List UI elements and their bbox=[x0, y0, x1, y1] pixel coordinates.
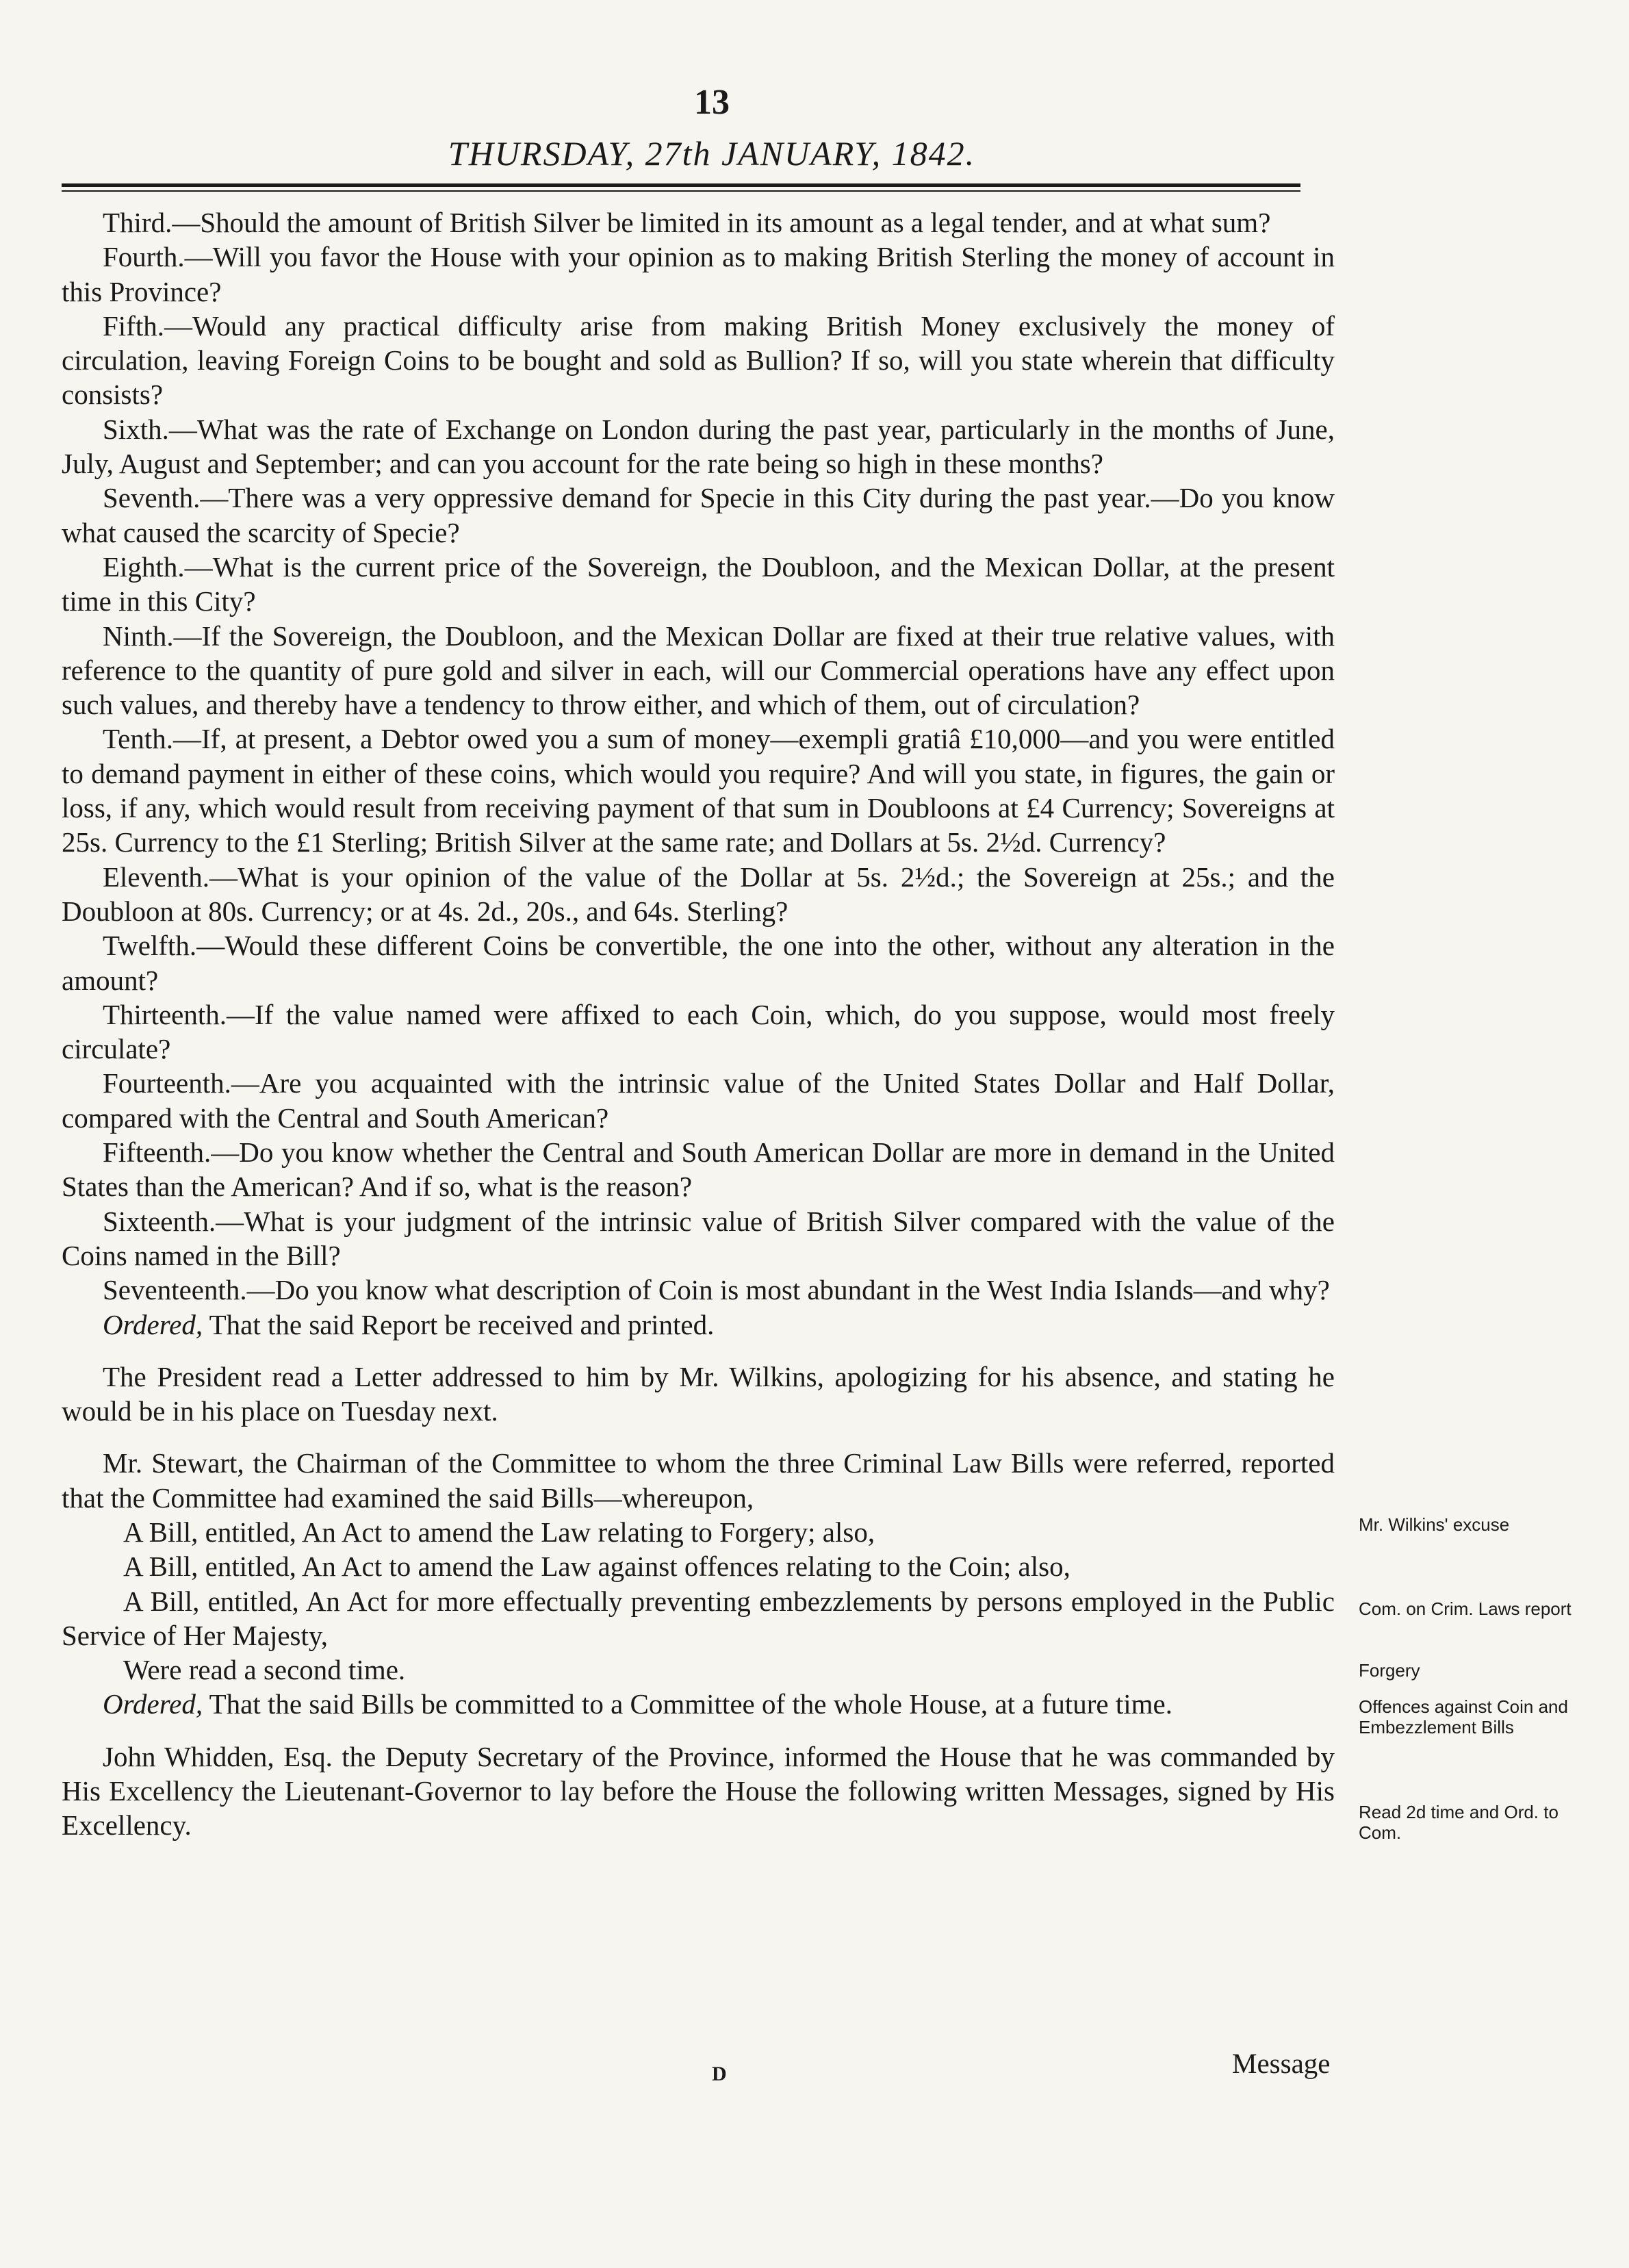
question-ninth: Ninth.—If the Sovereign, the Doubloon, and the Mexican Dollar are fixed at their true relative values, with reference to the quantity of pure gold and silver in each, will our Commercial operations have any effect upon such values, and thereby have a tendency to throw either, and which of them, out of circulation? bbox=[62, 620, 1335, 721]
margin-note-wilkins: Mr. Wilkins' excuse bbox=[1359, 1514, 1510, 1535]
question-fourteenth: Fourteenth.—Are you acquainted with the intrinsic value of the United States Dollar and Half Dollar, compared with the Central and South American? bbox=[62, 1067, 1335, 1134]
ordered-report-printed: Ordered, That the said Report be received and printed. bbox=[103, 1308, 715, 1340]
question-eighth: Eighth.—What is the current price of the Sovereign, the Doubloon, and the Mexican Dollar, at the present time in this City? bbox=[62, 550, 1335, 617]
margin-note-crim-laws: Com. on Crim. Laws report bbox=[1359, 1598, 1572, 1619]
bill-coin-offences: A Bill, entitled, An Act to amend the Law against offences relating to the Coin; also, bbox=[123, 1551, 1070, 1583]
margin-note-offences: Offences against Coin and Embezzlement Bills bbox=[1359, 1696, 1568, 1737]
question-seventeenth: Seventeenth.—Do you know what description of Coin is most abundant in the West India Islands—and why? bbox=[103, 1274, 1330, 1306]
question-sixteenth: Sixteenth.—What is your judgment of the intrinsic value of British Silver compared with the value of the Coins named in the Bill? bbox=[62, 1205, 1335, 1271]
header-rule bbox=[62, 183, 1300, 192]
whidden-paragraph: John Whidden, Esq. the Deputy Secretary of the Province, informed the House that he was commanded by His Excellency the Lieutenant-Governor to lay before the House the following written Messages, signed by His Excellency. bbox=[62, 1740, 1335, 1842]
signature-mark: D bbox=[712, 2063, 727, 2085]
second-reading-line: Were read a second time. bbox=[123, 1654, 406, 1686]
bill-forgery: A Bill, entitled, An Act to amend the Law relating to Forgery; also, bbox=[123, 1516, 875, 1548]
ordered-committee-paragraph: Ordered, That the said Bills be committed to a Committee of the whole House, at a future time. bbox=[103, 1688, 1172, 1720]
question-twelfth: Twelfth.—Would these different Coins be convertible, the one into the other, without any alteration in the amount? bbox=[62, 930, 1335, 996]
question-eleventh: Eleventh.—What is your opinion of the value of the Dollar at 5s. 2½d.; the Sovereign at 25s.; and the Doubloon at 80s. Currency; or at 4s. 2d., 20s., and 64s. Sterling? bbox=[62, 861, 1335, 927]
question-fourth: Fourth.—Will you favor the House with your opinion as to making British Sterling the money of account in this Province? bbox=[62, 241, 1335, 307]
catchword: Message bbox=[1232, 2048, 1331, 2079]
question-fifteenth: Fifteenth.—Do you know whether the Central and South American Dollar are more in demand in the United States than the American? And if so, what is the reason? bbox=[62, 1136, 1335, 1203]
margin-note-read-2d: Read 2d time and Ord. to Com. bbox=[1359, 1802, 1559, 1843]
body-text bbox=[62, 205, 1335, 1843]
president-letter-paragraph: The President read a Letter addressed to him by Mr. Wilkins, apologizing for his absence, and stating he would be in his place on Tuesday next. bbox=[62, 1360, 1335, 1427]
question-sixth: Sixth.—What was the rate of Exchange on London during the past year, particularly in the months of June, July, August and September; and can you account for the rate being so high in these months? bbox=[62, 413, 1335, 480]
question-thirteenth: Thirteenth.—If the value named were affixed to each Coin, which, do you suppose, would most freely circulate? bbox=[62, 998, 1335, 1065]
question-seventh: Seventh.—There was a very oppressive demand for Specie in this City during the past year.—Do you know what caused the scarcity of Specie? bbox=[62, 482, 1335, 548]
question-fifth: Fifth.—Would any practical difficulty arise from making British Money exclusively the money of circulation, leaving Foreign Coins to be bought and sold as Bullion? If so, will you state wherein that difficulty consists? bbox=[62, 309, 1335, 411]
page-number: 13 bbox=[694, 83, 730, 122]
question-tenth: Tenth.—If, at present, a Debtor owed you a sum of money—exempli gratiâ £10,000—and you were entitled to demand payment in either of these coins, which would you require? And will you state, in figures, the gain or loss, if any, which would result from receiving payment of that sum in Doubloons at £4 Currency; Sovereigns at 25s. Currency to the £1 Sterling; British Silver at the same rate; and Dollars at 5s. 2½d. Currency? bbox=[62, 723, 1335, 858]
stewart-report-paragraph: Mr. Stewart, the Chairman of the Committee to whom the three Criminal Law Bills were referred, reported that the Committee had examined the said Bills—whereupon, bbox=[62, 1447, 1335, 1514]
bill-embezzlement: A Bill, entitled, An Act for more effectually preventing embezzlements by persons employed in the Public Service of Her Majesty, bbox=[62, 1585, 1335, 1651]
margin-note-forgery: Forgery bbox=[1359, 1660, 1420, 1681]
page-date-header: THURSDAY, 27th JANUARY, 1842. bbox=[448, 134, 976, 173]
question-third: Third.—Should the amount of British Silver be limited in its amount as a legal tender, and at what sum? bbox=[103, 207, 1271, 238]
